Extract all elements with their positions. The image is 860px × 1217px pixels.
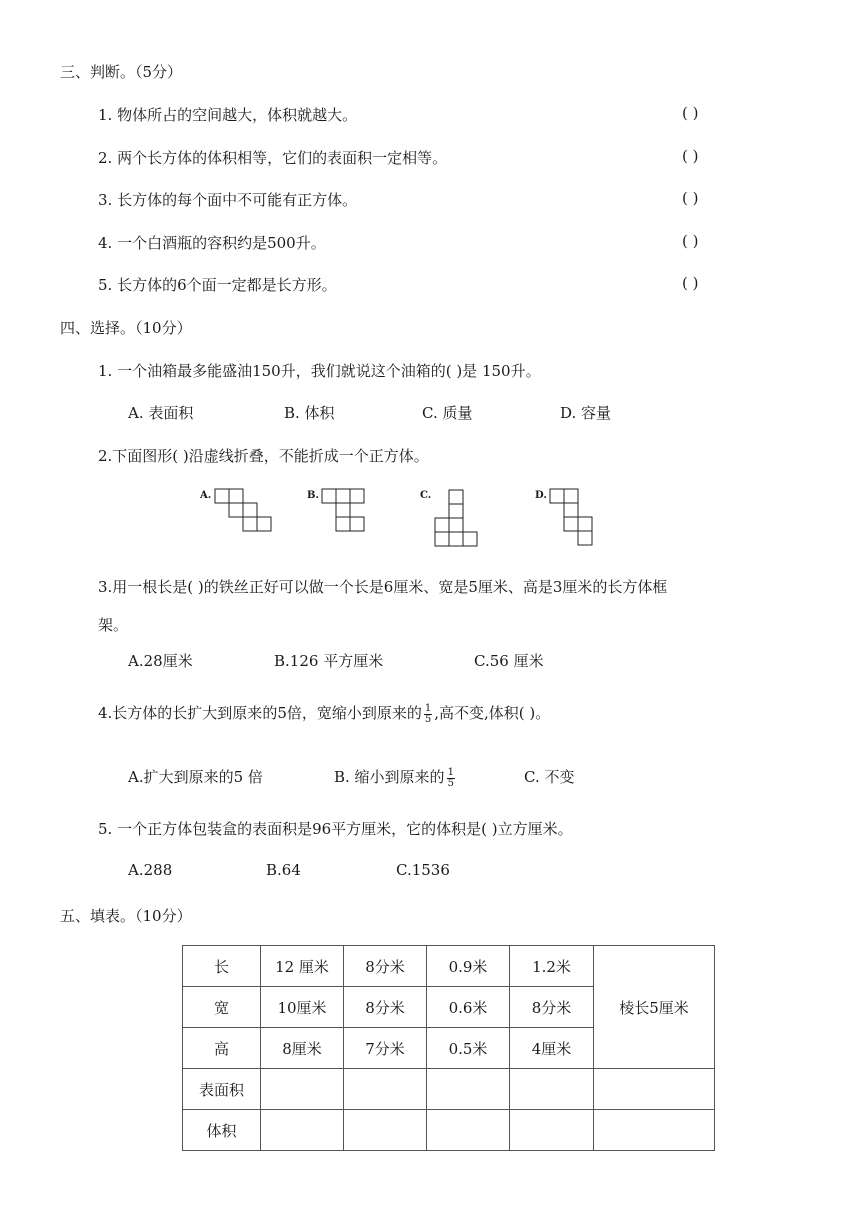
choice-q4-option-a[interactable]: A.扩大到原来的5 倍 xyxy=(128,768,263,786)
answer-cell[interactable] xyxy=(427,1069,510,1110)
table-cell: 8分米 xyxy=(510,987,594,1028)
answer-cell[interactable] xyxy=(594,1069,715,1110)
table-row-surface-area xyxy=(183,1069,715,1110)
choice-q5-option-a[interactable]: A.288 xyxy=(128,861,173,879)
table-cell: 8厘米 xyxy=(261,1028,344,1069)
net-figure-d[interactable] xyxy=(535,487,605,551)
answer-cell[interactable] xyxy=(594,1110,715,1151)
judge-blank-1[interactable]: ( ) xyxy=(682,104,699,122)
net-figure-c[interactable] xyxy=(420,487,490,551)
choice-q3-option-c[interactable]: C.56 厘米 xyxy=(474,652,544,670)
judge-item-3: 3. 长方体的每个面中不可能有正方体。 xyxy=(98,191,358,209)
row-label: 表面积 xyxy=(183,1069,261,1110)
section3-title: 三、判断。（5分） xyxy=(60,63,183,81)
net-figure-a[interactable] xyxy=(200,487,280,537)
net-label-c: C. xyxy=(420,490,432,501)
section5-title: 五、填表。（10分） xyxy=(60,907,192,925)
choice-q4-option-b[interactable]: B. 缩小到原来的 $\frac{1}{5}$ xyxy=(334,766,454,789)
row-label: 体积 xyxy=(183,1110,261,1151)
table-cell: 0.9米 xyxy=(427,946,510,987)
answer-cell[interactable] xyxy=(344,1110,427,1151)
fill-table xyxy=(182,945,715,1151)
judge-blank-4[interactable]: ( ) xyxy=(682,232,699,250)
answer-cell[interactable] xyxy=(427,1110,510,1151)
answer-cell[interactable] xyxy=(510,1069,594,1110)
choice-q2-text: 2.下面图形( )沿虚线折叠，不能折成一个正方体。 xyxy=(98,447,429,465)
table-cell: 7分米 xyxy=(344,1028,427,1069)
table-cell: 10厘米 xyxy=(261,987,344,1028)
choice-q1-option-d[interactable]: D. 容量 xyxy=(560,404,612,422)
table-cell: 8分米 xyxy=(344,946,427,987)
table-row-volume xyxy=(183,1110,715,1151)
table-cell: 12 厘米 xyxy=(261,946,344,987)
judge-item-2: 2. 两个长方体的体积相等，它们的表面积一定相等。 xyxy=(98,149,448,167)
choice-q1-option-c[interactable]: C. 质量 xyxy=(422,404,473,422)
row-label: 长 xyxy=(183,946,261,987)
choice-q1-option-a[interactable]: A. 表面积 xyxy=(128,404,194,422)
fraction-one-fifth-option: $\frac{1}{5}$ xyxy=(447,766,454,789)
net-label-a: A. xyxy=(200,490,212,501)
choice-q1-option-b[interactable]: B. 体积 xyxy=(284,404,335,422)
choice-q4-text-before: 4.长方体的长扩大到原来的5倍，宽缩小到原来的 xyxy=(98,704,422,722)
table-cell: 1.2米 xyxy=(510,946,594,987)
choice-q4-option-c[interactable]: C. 不变 xyxy=(524,768,575,786)
table-cell: 8分米 xyxy=(344,987,427,1028)
answer-cell[interactable] xyxy=(510,1110,594,1151)
answer-cell[interactable] xyxy=(344,1069,427,1110)
row-label: 宽 xyxy=(183,987,261,1028)
choice-q3-option-b[interactable]: B.126 平方厘米 xyxy=(274,652,384,670)
choice-q5-text: 5. 一个正方体包装盒的表面积是96平方厘米，它的体积是( )立方厘米。 xyxy=(98,820,573,838)
choice-q3-option-a[interactable]: A.28厘米 xyxy=(128,652,193,670)
judge-item-4: 4. 一个白酒瓶的容积约是500升。 xyxy=(98,234,326,252)
answer-cell[interactable] xyxy=(261,1110,344,1151)
table-cell: 4厘米 xyxy=(510,1028,594,1069)
judge-item-1: 1. 物体所占的空间越大，体积就越大。 xyxy=(98,106,358,124)
net-label-d: D. xyxy=(535,490,547,501)
answer-cell[interactable] xyxy=(261,1069,344,1110)
judge-blank-5[interactable]: ( ) xyxy=(682,274,699,292)
judge-item-5: 5. 长方体的6个面一定都是长方形。 xyxy=(98,276,337,294)
judge-blank-3[interactable]: ( ) xyxy=(682,189,699,207)
net-figure-b[interactable] xyxy=(307,487,377,537)
choice-q4-text-after: ,高不变,体积( )。 xyxy=(434,704,551,722)
net-label-b: B. xyxy=(307,490,319,501)
choice-q5-option-b[interactable]: B.64 xyxy=(266,861,301,879)
cube-label-cell: 棱长5厘米 xyxy=(594,946,715,1069)
choice-q4-text xyxy=(98,702,550,725)
fraction-one-fifth: $\frac{1}{5}$ xyxy=(424,702,432,725)
table-row-length xyxy=(183,946,715,987)
choice-q3-line2: 架。 xyxy=(98,616,129,634)
table-cell: 0.6米 xyxy=(427,987,510,1028)
choice-q5-option-c[interactable]: C.1536 xyxy=(396,861,450,879)
table-cell: 0.5米 xyxy=(427,1028,510,1069)
section4-title: 四、选择。（10分） xyxy=(60,319,192,337)
choice-q3-line1: 3.用一根长是( )的铁丝正好可以做一个长是6厘米、宽是5厘米、高是3厘米的长方体框 xyxy=(98,578,668,596)
row-label: 高 xyxy=(183,1028,261,1069)
choice-q1-text: 1. 一个油箱最多能盛油150升，我们就说这个油箱的( )是 150升。 xyxy=(98,362,541,380)
judge-blank-2[interactable]: ( ) xyxy=(682,147,699,165)
